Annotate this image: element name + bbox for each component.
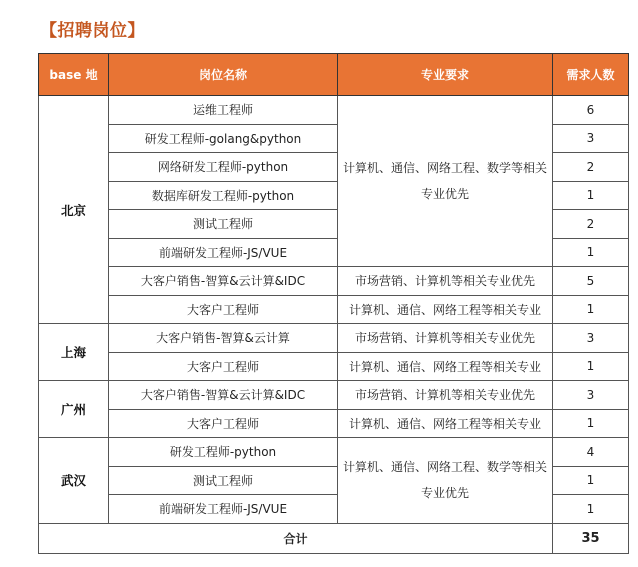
position-cell: 大客户销售-智算&云计算&IDC [109,267,338,296]
table-row [39,352,629,381]
header-base: base 地 [39,54,109,96]
table-row [39,96,629,125]
position-cell: 测试工程师 [109,466,338,495]
total-row [39,523,629,553]
count-cell: 5 [553,267,629,296]
major-cell: 计算机、通信、网络工程、数学等相关专业优先 [338,438,553,524]
header-major: 专业要求 [338,54,553,96]
table-row [39,381,629,410]
table-row [39,295,629,324]
table-row [39,438,629,467]
count-cell: 1 [553,295,629,324]
position-cell: 大客户销售-智算&云计算&IDC [109,381,338,410]
section-title: 【招聘岗位】 [40,21,145,41]
count-cell: 1 [553,181,629,210]
position-cell: 测试工程师 [109,210,338,239]
city-wuhan: 武汉 [39,438,109,524]
position-cell: 前端研发工程师-JS/VUE [109,238,338,267]
count-cell: 1 [553,352,629,381]
city-guangzhou: 广州 [39,381,109,438]
position-cell: 研发工程师-golang&python [109,124,338,153]
header-count: 需求人数 [553,54,629,96]
major-cell: 计算机、通信、网络工程等相关专业 [338,352,553,381]
count-cell: 1 [553,238,629,267]
count-cell: 2 [553,153,629,182]
count-cell: 3 [553,381,629,410]
major-cell: 市场营销、计算机等相关专业优先 [338,324,553,353]
total-value: 35 [553,523,629,553]
count-cell: 4 [553,438,629,467]
major-cell: 计算机、通信、网络工程等相关专业 [338,409,553,438]
position-cell: 运维工程师 [109,96,338,125]
table-row [39,267,629,296]
count-cell: 1 [553,495,629,524]
position-cell: 大客户工程师 [109,409,338,438]
header-position: 岗位名称 [109,54,338,96]
major-cell: 计算机、通信、网络工程等相关专业 [338,295,553,324]
position-cell: 网络研发工程师-python [109,153,338,182]
position-cell: 研发工程师-python [109,438,338,467]
city-beijing: 北京 [39,96,109,324]
position-cell: 前端研发工程师-JS/VUE [109,495,338,524]
major-cell: 市场营销、计算机等相关专业优先 [338,267,553,296]
total-label: 合计 [39,523,553,553]
position-cell: 大客户工程师 [109,352,338,381]
position-cell: 大客户销售-智算&云计算 [109,324,338,353]
table-row [39,324,629,353]
count-cell: 3 [553,124,629,153]
count-cell: 1 [553,466,629,495]
major-cell: 计算机、通信、网络工程、数学等相关专业优先 [338,96,553,267]
header-row [39,54,629,96]
count-cell: 6 [553,96,629,125]
recruitment-table [38,53,629,554]
major-cell: 市场营销、计算机等相关专业优先 [338,381,553,410]
position-cell: 大客户工程师 [109,295,338,324]
city-shanghai: 上海 [39,324,109,381]
position-cell: 数据库研发工程师-python [109,181,338,210]
count-cell: 1 [553,409,629,438]
count-cell: 3 [553,324,629,353]
table-row [39,409,629,438]
count-cell: 2 [553,210,629,239]
